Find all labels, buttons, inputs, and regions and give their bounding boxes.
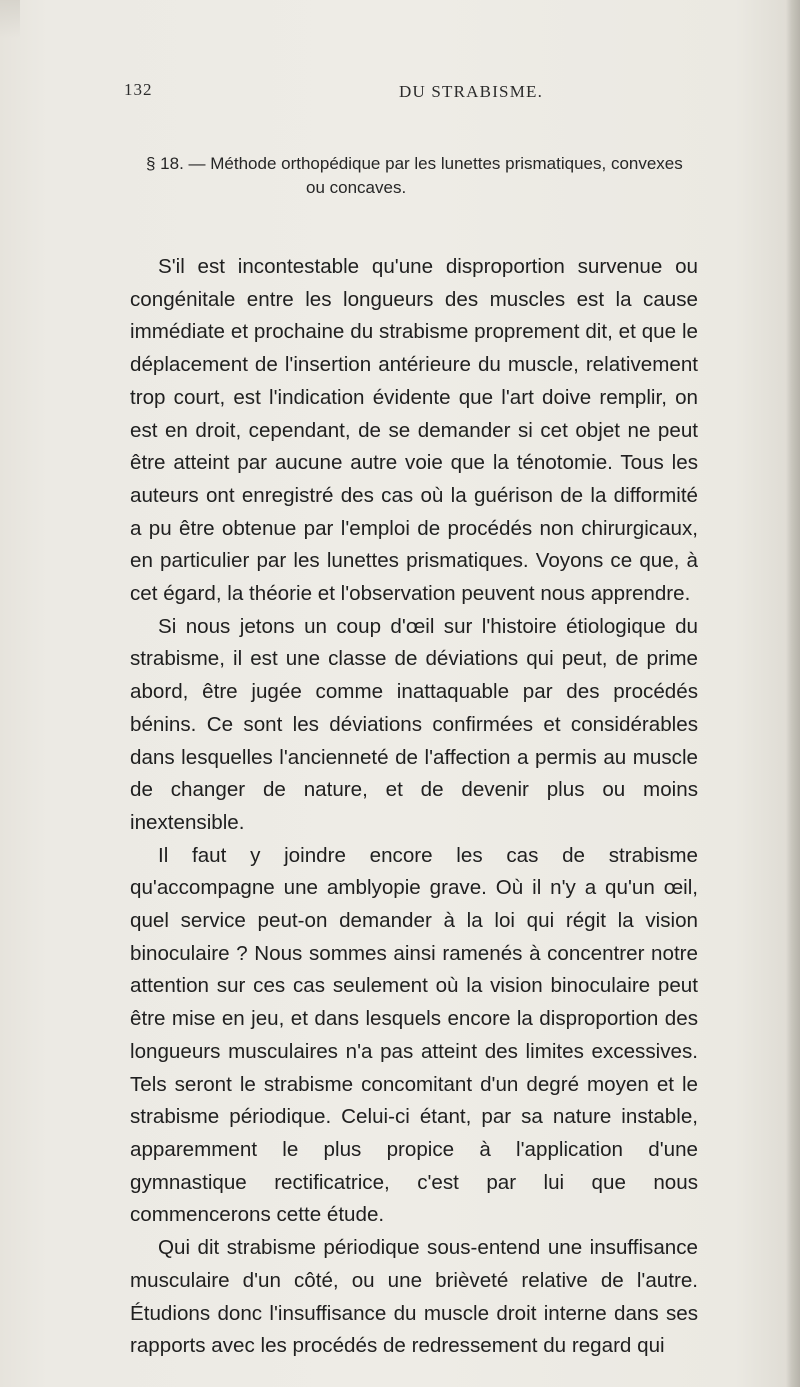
paragraph: Qui dit strabisme périodique sous-entend une insuffisance musculaire d'un côté, ou une brièveté relative de l'autre. Étudions donc l'insuffisance du muscle droit interne dans ses rapports avec les procédés de redressement du regard qui (130, 1236, 698, 1358)
section-heading (146, 152, 706, 200)
section-heading-line-1: § 18. — Méthode orthopédique par les lunettes prismatiques, convexes (146, 154, 683, 173)
page-edge-shadow (786, 0, 800, 1387)
running-head (124, 80, 684, 106)
paragraph: Si nous jetons un coup d'œil sur l'histoire étiologique du strabisme, il est une classe de déviations qui peut, de prime abord, être jugée comme inattaquable par des procédés bénins. Ce sont les déviations confirmées et considérables dans lesquelles l'ancienneté de l'affection a permis au muscle de changer de nature, et de devenir plus ou moins inextensible. (130, 614, 698, 834)
page-number: 132 (124, 80, 153, 99)
page-corner-shadow (0, 0, 20, 38)
body-text (130, 251, 698, 1363)
paragraph: Il faut y joindre encore les cas de strabisme qu'accompagne une amblyopie grave. Où il n'y a qu'un œil, quel service peut-on demander à la loi qui régit la vision binoculaire ? Nous sommes ainsi ramenés à concentrer notre attention sur ces cas seulement où la vision binoculaire peut être mise en jeu, et dans lesquels encore la disproportion des longueurs musculaires n'a pas atteint des limites excessives. Tels seront le strabisme concomitant d'un degré moyen et le strabisme périodique. Celui-ci étant, par sa nature instable, apparemment le plus propice à l'application d'une gymnastique rectificatrice, c'est par lui que nous commencerons cette étude. (130, 843, 698, 1227)
running-title: DU STRABISME. (399, 82, 544, 101)
section-heading-line-2: ou concaves. (306, 178, 407, 197)
paragraph: S'il est incontestable qu'une disproportion survenue ou congénitale entre les longueurs des muscles est la cause immédiate et prochaine du strabisme proprement dit, et que le déplacement de l'insertion antérieure du muscle, relativement trop court, est l'indication évidente que l'art doive remplir, on est en droit, cependant, de se demander si cet objet ne peut être atteint par aucune autre voie que la ténotomie. Tous les auteurs ont enregistré des cas où la guérison de la difformité a pu être obtenue par l'emploi de procédés non chirurgicaux, en particulier par les lunettes prismatiques. Voyons ce que, à cet égard, la théorie et l'observation peuvent nous apprendre. (130, 255, 698, 606)
